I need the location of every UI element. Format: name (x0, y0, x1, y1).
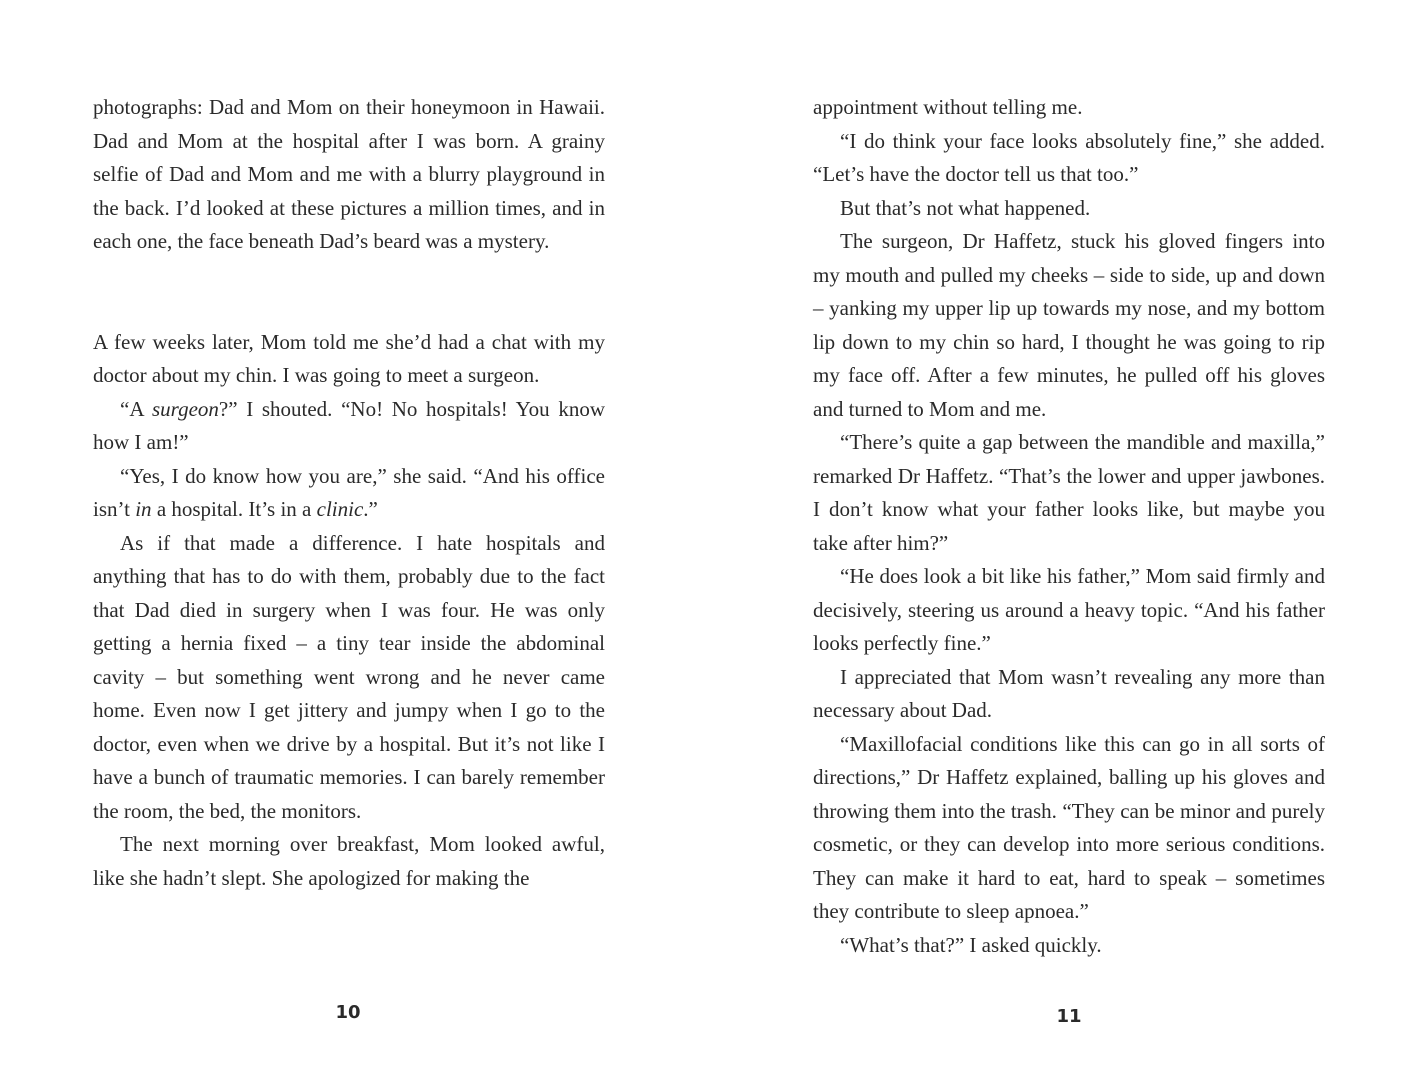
italic-text: clinic (316, 497, 364, 521)
left-page-text (93, 91, 605, 895)
right-page-text (813, 91, 1325, 962)
paragraph (813, 728, 1325, 929)
text-run: “Yes, I do know how you are,” she said. “And his office isn’t (93, 463, 605, 521)
text-run: But that’s not what happened. (840, 195, 1091, 220)
paragraph (93, 527, 605, 829)
section-break (93, 259, 605, 326)
text-run: A few weeks later, Mom told me she’d had a chat with my doctor about my chin. I was going to meet a surgeon. (93, 329, 605, 387)
paragraph (93, 460, 605, 527)
paragraph (813, 225, 1325, 426)
paragraph (813, 125, 1325, 192)
paragraph (93, 91, 605, 259)
text-run: photographs: Dad and Mom on their honeymoon in Hawaii. Dad and Mom at the hospital after I was born. A grainy selfie of Dad and Mom and me with a blurry playground in the back. I’d looked at these pictures a million times, and in each one, the face beneath Dad’s beard was a mystery. (93, 95, 605, 253)
text-run: As if that made a difference. I hate hospitals and anything that has to do with them, probably due to the fact that Dad died in surgery when I was four. He was only getting a hernia fixed – a tiny tear inside the abdominal cavity – but something went wrong and he never came home. Even now I get jittery and jumpy when I go to the doctor, even when we drive by a hospital. But it’s not like I have a bunch of traumatic memories. I can barely remember the room, the bed, the monitors. (93, 530, 605, 823)
italic-text: surgeon (152, 396, 219, 421)
text-run: “There’s quite a gap between the mandible and maxilla,” remarked Dr Haffetz. “That’s the lower and upper jawbones. I don’t know what your father looks like, but maybe you take after him?” (813, 430, 1325, 555)
text-run: I appreciated that Mom wasn’t revealing any more than necessary about Dad. (813, 664, 1325, 722)
page-number-left: 10 (335, 1002, 361, 1023)
text-run: The surgeon, Dr Haffetz, stuck his gloved fingers into my mouth and pulled my cheeks – side to side, up and down – yanking my upper lip up towards my nose, and my bottom lip down to my chin so hard, I thought he was going to rip my face off. After a few minutes, he pulled off his gloves and turned to Mom and me. (813, 229, 1325, 421)
text-run: ?” I shouted. “No! No hospitals! You know how I am!” (93, 396, 605, 454)
paragraph (93, 828, 605, 895)
paragraph (93, 326, 605, 393)
paragraph (813, 426, 1325, 560)
italic-text: in (135, 497, 152, 521)
text-run: “He does look a bit like his father,” Mom said firmly and decisively, steering us around a heavy topic. “And his father looks perfectly fine.” (813, 564, 1325, 655)
page-number-right: 11 (1056, 1006, 1082, 1027)
paragraph (813, 192, 1325, 226)
text-run: a hospital. It’s in a (151, 497, 317, 521)
paragraph (813, 929, 1325, 963)
paragraph (813, 91, 1325, 125)
text-run: “What’s that?” I asked quickly. (840, 932, 1102, 957)
paragraph (813, 560, 1325, 661)
text-run: appointment without telling me. (813, 95, 1083, 119)
text-run: The next morning over breakfast, Mom looked awful, like she hadn’t slept. She apologized for making the (93, 832, 605, 890)
paragraph (93, 393, 605, 460)
right-page (709, 0, 1418, 1080)
text-run: .” (363, 497, 378, 521)
text-run: “Maxillofacial conditions like this can go in all sorts of directions,” Dr Haffetz explained, balling up his gloves and throwing them into the trash. “They can be minor and purely cosmetic, or they can develop into more serious conditions. They can make it hard to eat, hard to speak – sometimes they contribute to sleep apnoea.” (813, 731, 1325, 923)
text-run: “A (120, 396, 152, 421)
text-run: “I do think your face looks absolutely fine,” she added. “Let’s have the doctor tell us that too.” (813, 128, 1325, 186)
paragraph (813, 661, 1325, 728)
